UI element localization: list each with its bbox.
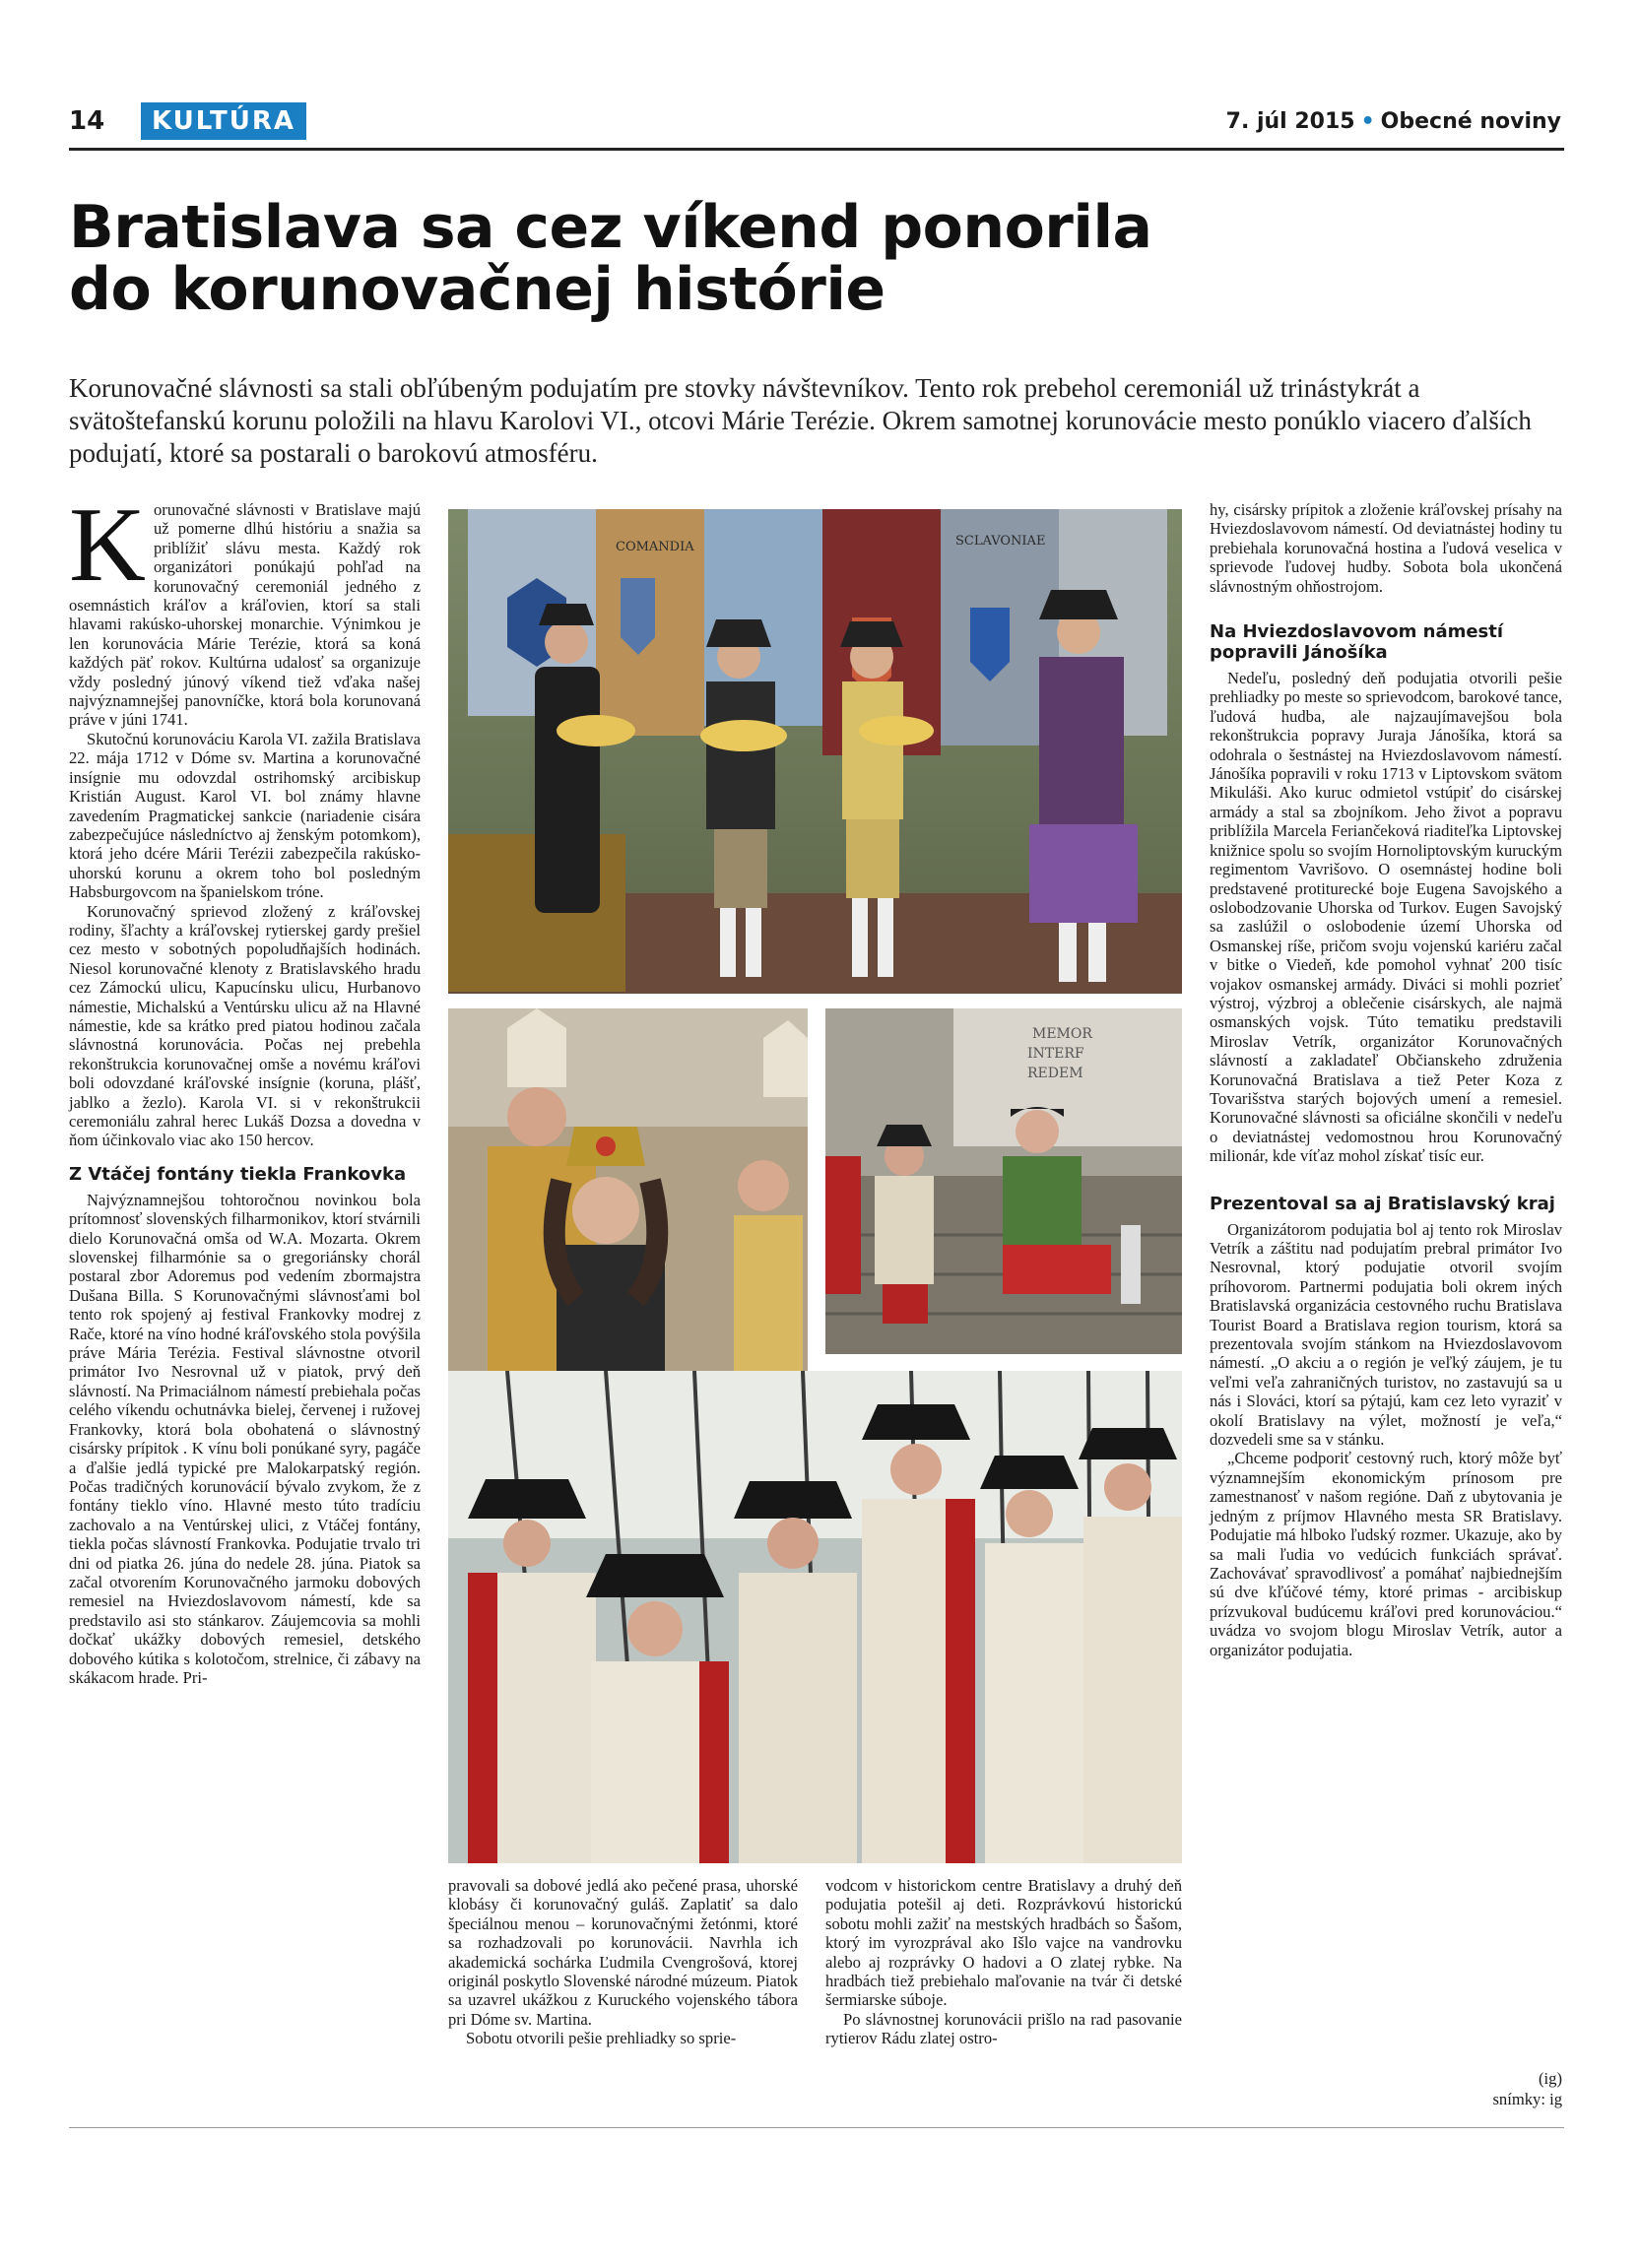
byline [1210, 2069, 1562, 2109]
header-dateline [1226, 109, 1561, 134]
photo-coronation-bearers [448, 509, 1182, 994]
header-rule [69, 148, 1564, 151]
subheading: Z Vtáčej fontány tiekla Frankovka [69, 1163, 407, 1185]
paragraph: „Chceme podporiť cestovný ruch, ktorý môže byť významnejším ekonomickým prínosom pre zamestnanosť v našom regióne. Daň z ubytovania je jedným z príjmov Hlavného mesta SR Bratislavy. Podujatie má hlboko ľudský rozmer. Ukazuje, ako by sa mali ľudia vo vedúcich funkciách správať. Zachovávať spravodlivosť a pomáhať najbiednejším sú dve kľúčové témy, ktoré primas - arcibiskup prízvukoval budúcemu kráľovi pred korunováciou.“ uvádza vo svojom blogu Miroslav Vetrík, autor a organizátor podujatia. [1210, 1449, 1562, 1659]
text-column-2 [448, 1876, 798, 2048]
paragraph: Nedeľu, posledný deň podujatia otvorili pešie prehliadky po meste so sprievodcom, barokové tance, ľudová hudba, ale najzaujímavejšou bola rekonštrukcia popravy Juraja Jánošíka, ktorá sa odohrala o šestnástej na Hviezdoslavovom námestí. Jánošíka popravili v roku 1713 v Liptovskom svätom Mikuláši. Ako kuruc odmietol vstúpiť do cisárskej armády a stal sa zbojníkom. Jeho život a popravu priblížila Marcela Feriančeková riaditeľka Liptovskej knižnice spolu so svojím Hornoliptovským kuruckým regimentom Vavrišovo. O osemnástej hodine boli predstavené protiturecké boje Eugena Savojského a oslobodzovanie Uhorska od Turkov. Eugen Savojský sa zaslúžil o oslobodenie území Uhorska od Osmanskej ríše, pričom svoju vojenskú kariéru začal v bitke o Viedeň, kde pomohol vyhnať 200 tisíc vojakov osmanskej armády. Diváci si mohli pozrieť výstroj, výzbroj a oblečenie cisárskych, ale najmä osmanských vojsk. Túto tematiku predstavili Miroslav Vetrík, organizátor Korunovačných slávností a zakladateľ Občianskeho združenia Korunovačná Bratislava a tiež Peter Koza z Tovarišstva starých bojových umení a remesiel. Korunovačné slávnosti sa oficiálne skončili v nedeľu o deviatnástej vedomostnou hrou Korunovačný milionár, kde víťaz mohol získať tisíc eur. [1210, 669, 1562, 1166]
headline-line-2: do korunovačnej histórie [69, 255, 886, 324]
inscription-text: INTERF [1027, 1046, 1084, 1062]
text-column-3 [825, 1876, 1182, 2048]
article-headline [69, 193, 1566, 324]
inscription-text: REDEM [1027, 1066, 1083, 1081]
paragraph-text: orunovačné slávnosti v Bratislave majú už pomerne dlhú históriu a snažia sa priblížiť slávu mesta. Každý rok organizátori ponúkajú pohľad na korunovačný ceremoniál jedného z osemnástich kráľov a kráľovien, ktorí sa stali hlavami rakúsko-uhorskej monarchie. Výnimkou je len korunovácia Márie Terézie, ktorá sa koná každých päť rokov. Kultúrna udalosť sa organizuje vždy posledný júnový víkend tiež vďaka našej najvýznamnejšej panovníčke, ktorá bola korunovaná práve v júni 1741. [69, 500, 421, 730]
paragraph [69, 486, 421, 730]
text-column-4 [1210, 500, 1562, 1659]
banner-text: COMANDIA [616, 540, 694, 554]
bullet-separator: • [1360, 109, 1375, 134]
subheading: Prezentoval sa aj Bratislavský kraj [1210, 1193, 1555, 1214]
paragraph: hy, cisársky prípitok a zloženie kráľovskej prísahy na Hviezdoslavovom námestí. Od deviatnástej hodiny tu prebiehala korunovačná hostina a ľudová veselica v sprievode ľudovej hudby. Sobota bola ukončená slávnostným ohňostrojom. [1210, 500, 1562, 596]
article-lead: Korunovačné slávnosti sa stali obľúbeným podujatím pre stovky návštevníkov. Tento rok prebehol ceremoniál už trinástykrát a svätoštefanskú korunu položili na hlavu Karolovi VI., otcovi Márie Terézie. Okrem samotnej korunovácie mesto ponúklo viacero ďalších podujatí, ktoré sa postarali o barokovú atmosféru. [69, 373, 1532, 468]
paragraph: Korunovačný sprievod zložený z kráľovskej rodiny, šľachty a kráľovskej rytierskej gardy prešiel cez mesto v sobotných popoludňajších hodinách. Niesol korunovačné klenoty z Bratislavského hradu cez Zámockú ulicu, Kapucínsku ulicu, Hurbanovo námestie, Michalskú a Ventúrsku ulicu až na Hlavné námestie, kde sa krátko pred piatou hodinou začala slávnostná korunovácia. Počas nej prebehla rekonštrukcia korunovačnej omše a novému kráľovi boli odovzdané kráľovské insígnie (koruna, plášť, jablko a žezlo). Karola VI. si v rekonštrukcii ceremoniálu zahral herec Lukáš Dozsa a dovedna v ňom účinkovalo viac ako 150 hercov. [69, 901, 421, 1150]
paragraph: Najvýznamnejšou tohtoročnou novinkou bola prítomnosť slovenských filharmonikov, ktorí stvárnili dielo Korunovačná omša od W.A. Mozarta. Okrem slovenskej filharmónie sa o gregoriánsky chorál postaral zbor Adoremus pod vedením zbormajstra Dušana Billa. S Korunovačnými slávnosťami bol tento rok spojený aj festival Frankovky modrej z Rače, ktoré na víno hodné kráľovského stola povýšila práve Mária Terézia. Festival slávnostne otvoril primátor Ivo Nesrovnal už v piatok, prvý deň slávností. Na Primaciálnom námestí prebiehala počas celého víkendu ochutnávka bielej, červenej i ružovej Frankovky, ktorá bola obohatená o slávnostný cisársky prípitok . K vínu boli ponúkané syry, pagáče a ďalšie jedlá typické pre Malokarpatský región. Počas tradičných korunovácií bývalo zvykom, že z fontány tieklo víno. Hlavné mesto túto tradíciu zachovalo a na Ventúrskej ulici, z Vtáčej fontány, tiekla počas slávností Frankovka. Podujatie trvalo tri dni od piatka 26. júna do nedele 28. júna. Piatok sa začal otvorením Korunovačného jarmoku dobových remesiel na Hviezdoslavovom námestí, kde sa predstavilo asi sto stánkarov. Záujemcovia sa mohli dočkať ukážky dobových remesiel, detského dobového kútika s kolotočom, strelnice, či zábavy na skákacom hrade. Pri- [69, 1190, 421, 1687]
photo-credit: snímky: ig [1492, 2090, 1562, 2108]
publication-name: Obecné noviny [1380, 109, 1561, 134]
footer-rule [69, 2127, 1564, 2128]
author-sign: (ig) [1539, 2069, 1562, 2088]
issue-date: 7. júl 2015 [1225, 109, 1355, 134]
section-label: KULTÚRA [141, 102, 306, 140]
text-column-1 [69, 486, 421, 1687]
drop-cap: K [69, 486, 146, 604]
paragraph: Organizátorom podujatia bol aj tento rok Miroslav Vetrík a záštitu nad podujatím prebral primátor Ivo Nesrovnal, ktorý podujatie otvoril svojím príhovorom. Partnermi podujatia boli okrem iných Bratislavská organizácia cestovného ruchu Bratislava Tourist Board a Bratislava region tourism, ktorá sa prezentovala svojím stánkom na Hviezdoslavovom námestí. „O akciu a o región je veľký záujem, je tu veľmi veľa zahraničných turistov, no zastavujú sa u nás i Slováci, ktorí sa pýtajú, kam cez leto vyraziť v okolí Bratislavy na výlet, možností je veľa,“ dozvedeli sme sa v stánku. [1210, 1219, 1562, 1450]
page-number: 14 [69, 106, 105, 136]
paragraph: pravovali sa dobové jedlá ako pečené prasa, uhorské klobásy či korunovačný guláš. Zaplatiť sa dalo špeciálnou menou – korunovačnými žetónmi, ktoré sa rozhadzovali po korunovácii. Navrhla ich akademická sochárka Ľudmila Cvengrošová, ktorej originál poskytlo Slovenské národné múzeum. Piatok sa uzavrel ukážkou z Kuruckého vojenského tábora pri Dóme sv. Martina. [448, 1876, 798, 2029]
inscription-text: MEMOR [1032, 1026, 1092, 1042]
headline-line-1: Bratislava sa cez víkend ponorila [69, 193, 1152, 262]
paragraph: Po slávnostnej korunovácii prišlo na rad pasovanie rytierov Rádu zlatej ostro- [825, 2009, 1182, 2048]
paragraph: Skutočnú korunováciu Karola VI. zažila Bratislava 22. mája 1712 v Dóme sv. Martina a korunovačné insígnie mu odovzdal ostrihomský arcibiskup Kristián August. Karol VI. bol známy hlavne zavedením Pragmatickej sankcie (nariadenie cisára zabezpečujúce následníctvo aj ženským potomkom), ktorá jeho dcére Márii Terézii zabezpečila rakúsko-uhorskú korunu a okrem toho bol posledným Habsburgovcom na španielskom tróne. [69, 729, 421, 902]
subheading: Na Hviezdoslavovom námestí popravili Jánošíka [1210, 621, 1504, 664]
banner-text: SCLAVONIAE [955, 534, 1046, 549]
paragraph: Sobotu otvorili pešie prehliadky so sprie- [466, 2029, 737, 2048]
paragraph: vodcom v historickom centre Bratislavy a druhý deň podujatia potešil aj deti. Rozprávkovú historickú sobotu mohli zažiť na mestských hradbách so Šašom, ktorý im vyrozprával ako Išlo vajce na vandrovku alebo aj rozprávky O hadovi a O zlatej rybke. Na hradbách tiež prebiehalo maľovanie na tvár či detské šermiarske súboje. [825, 1876, 1182, 2010]
photo-soldiers-on-steps [825, 1008, 1182, 1354]
photo-soldiers-bayonets [448, 1371, 1182, 1863]
